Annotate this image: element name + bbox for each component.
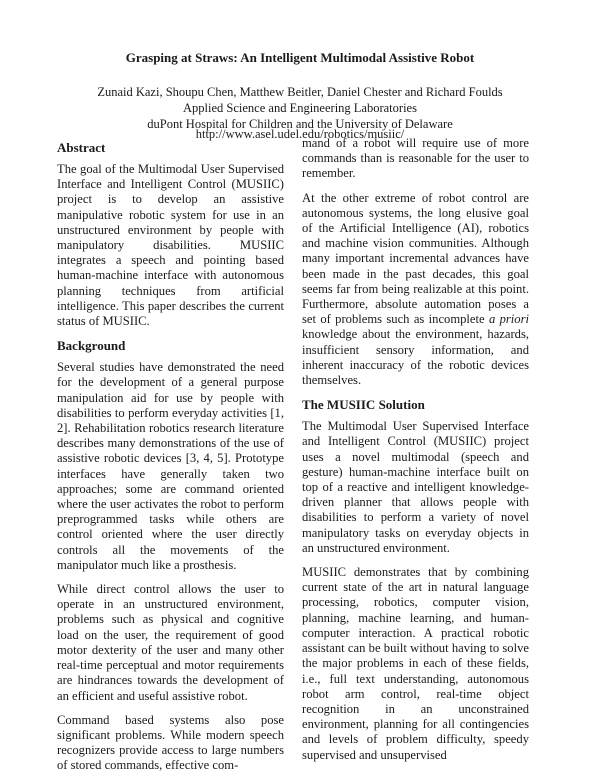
autonomy-text-end: knowledge about the environment, hazards, insufficient sensory information, and inherent inaccuracy of the robotic devices themselves. — [302, 327, 529, 388]
solution-paragraph-2: MUSIIC demonstrates that by combining current state of the art in natural language processing, robotics, computer vision, planning, machine learning, and human-computer interaction. A practical robotic assistant can be built without having to solve the major problems in each of these fields, i.e., full text understanding, autonomous robot arm control, real-time object recognition in an unconstrained environment, planning for all contingencies and levels of problem difficulty, speedy supervised and unsupervised — [302, 565, 529, 762]
abstract-paragraph: The goal of the Multimodal User Supervised Interface and Intelligent Control (MUSIIC) project is to develop an assistive manipulative robotic system for use in an unstructured environment by people with manipulatory disabilities. MUSIIC integrates a speech and pointing based human-machine interface with autonomous planning techniques from artificial intelligence. This paper describes the current status of MUSIIC. — [57, 162, 284, 329]
background-paragraph-3: Command based systems also pose significant problems. While modern speech recognizers provide access to large numbers of stored commands, effective com- — [57, 712, 284, 773]
abstract-heading: Abstract — [57, 140, 106, 155]
background-heading: Background — [57, 338, 126, 354]
solution-paragraph-1: The Multimodal User Supervised Interface and Intelligent Control (MUSIIC) project uses a novel multimodal (speech and gesture) human-machine interface built on top of a reactive and intelligent knowledge-driven planner that allows people with disabilities to perform a variety of novel manipulatory tasks on everyday objects in an unstructured environment. — [302, 419, 529, 555]
solution-heading: The MUSIIC Solution — [302, 397, 425, 413]
affiliation-institution: duPont Hospital for Children and the University of Delaware — [147, 117, 453, 131]
right-column — [302, 136, 529, 772]
background-paragraph-1: Several studies have demonstrated the need for the development of a general purpose manipulation aid for use by people with disabilities to perform everyday activities [1, 2]. Rehabilitation robotics research literature describes many demonstrations of the use of assistive robotic devices [3, 4, 5]. Prototype interfaces have generally taken two approaches; some are command oriented where the user activates the robot to perform preprogrammed tasks while others are control oriented where the user directly controls all the movements of the manipulator much like a prosthesis. — [57, 360, 284, 572]
affiliation-lab: Applied Science and Engineering Laboratories — [183, 101, 417, 115]
autonomy-text-start: At the other extreme of robot control are autonomous systems, the long elusive goal of the Artificial Intelligence (AI), robotics and machine vision communities. Although many important incremental advances have been made in the past decades, this goal seems far from being realizable at this point. Furthermore, absolute automation poses a set of problems such as incomplete — [302, 190, 529, 327]
author-list: Zunaid Kazi, Shoupu Chen, Matthew Beitler, Daniel Chester and Richard Foulds — [97, 85, 503, 99]
autonomy-paragraph — [302, 191, 529, 389]
continued-paragraph: mand of a robot will require use of more commands than is reasonable for the user to remember. — [302, 136, 529, 181]
left-column — [57, 140, 284, 783]
project-url[interactable]: http://www.asel.udel.edu/robotics/musiic/ — [195, 127, 405, 141]
background-paragraph-2: While direct control allows the user to operate in an unstructured environment, problems such as physical and cognitive load on the user, the requirement of good motor dexterity of the user and many other real-time perceptual and motor requirements are hindrances towards the development of an efficient and useful assistive robot. — [57, 582, 284, 703]
a-priori-italic: a priori — [488, 312, 529, 327]
paper-title: Grasping at Straws: An Intelligent Multimodal Assistive Robot — [125, 50, 475, 65]
